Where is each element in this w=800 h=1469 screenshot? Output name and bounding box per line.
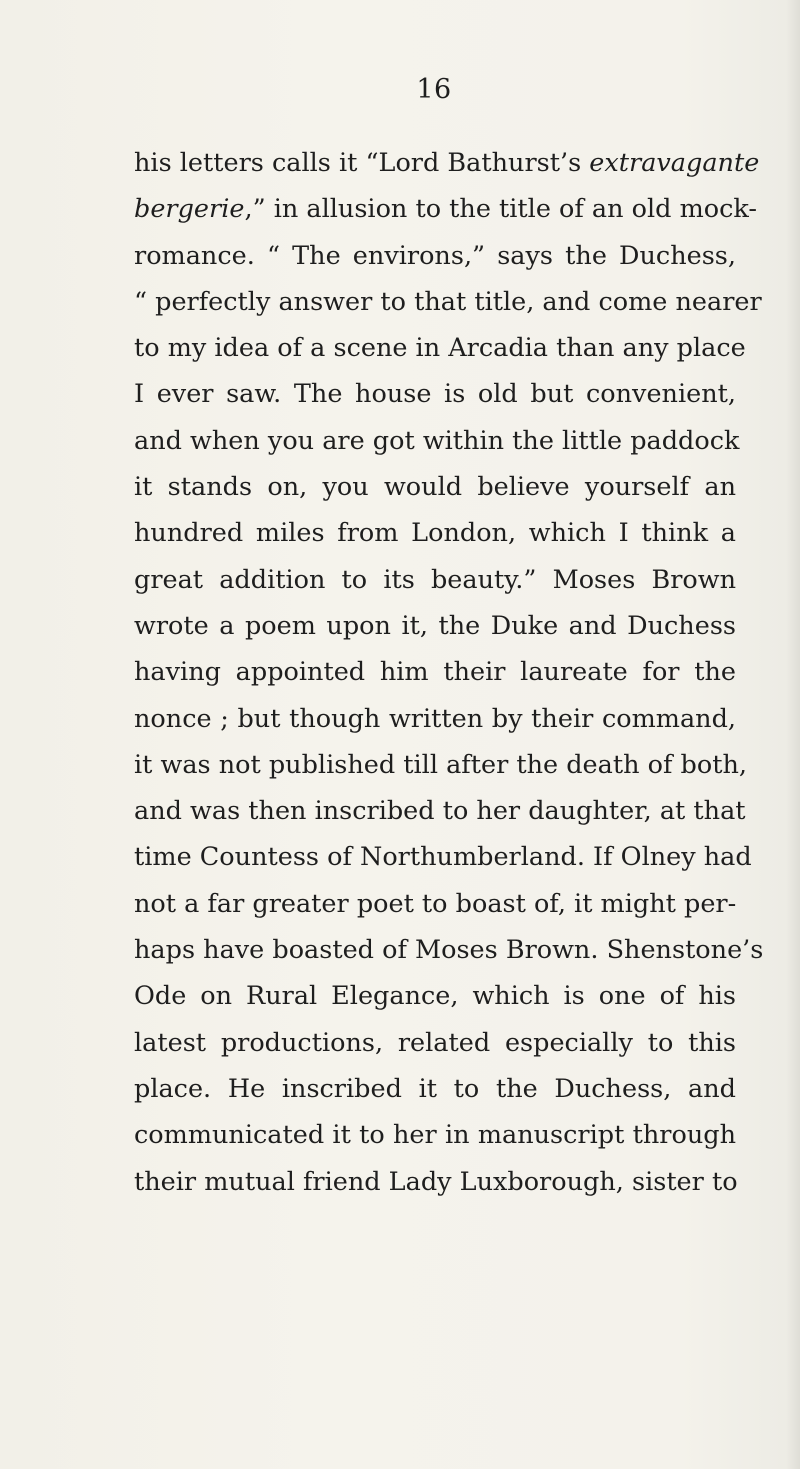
body-text <box>134 140 764 1205</box>
text-line: it was not published till after the death of both, <box>134 749 747 780</box>
text-line: his letters calls it “Lord Bathurst’s extravagante <box>134 148 760 178</box>
text-line: hundred miles from London, which I think a <box>134 518 736 549</box>
text-line: place. He inscribed it to the Duchess, and <box>134 1073 736 1104</box>
text-line: time Countess of Northumberland. If Olney had <box>134 842 752 873</box>
text-line: bergerie,” in allusion to the title of an old mock- <box>134 194 758 225</box>
text-line: romance. “ The environs,” says the Duchess, <box>134 240 736 271</box>
text-line: I ever saw. The house is old but convenient, <box>134 379 736 410</box>
text-line: wrote a poem upon it, the Duke and Duchess <box>134 610 736 641</box>
text-line: latest productions, related especially to this <box>134 1027 736 1058</box>
text-line: communicated it to her in manuscript through <box>134 1120 736 1151</box>
page-number: 16 <box>416 74 452 105</box>
text-line: to my idea of a scene in Arcadia than any place <box>134 333 746 364</box>
text-line: and was then inscribed to her daughter, at that <box>134 796 746 827</box>
text-line: nonce ; but though written by their command, <box>134 703 736 734</box>
text-line: their mutual friend Lady Luxborough, sister to <box>134 1166 738 1197</box>
text-line: great addition to its beauty.” Moses Brown <box>134 564 736 595</box>
text-line: haps have boasted of Moses Brown. Shenstone’s <box>134 935 764 966</box>
text-line: Ode on Rural Elegance, which is one of his <box>134 981 736 1012</box>
text-line: and when you are got within the little paddock <box>134 425 740 456</box>
text-line: not a far greater poet to boast of, it might per- <box>134 888 737 919</box>
page-edge-shadow <box>786 0 800 1469</box>
text-line: having appointed him their laureate for the <box>134 657 736 688</box>
text-line: “ perfectly answer to that title, and come nearer <box>134 286 762 317</box>
text-line: it stands on, you would believe yourself an <box>134 472 736 503</box>
